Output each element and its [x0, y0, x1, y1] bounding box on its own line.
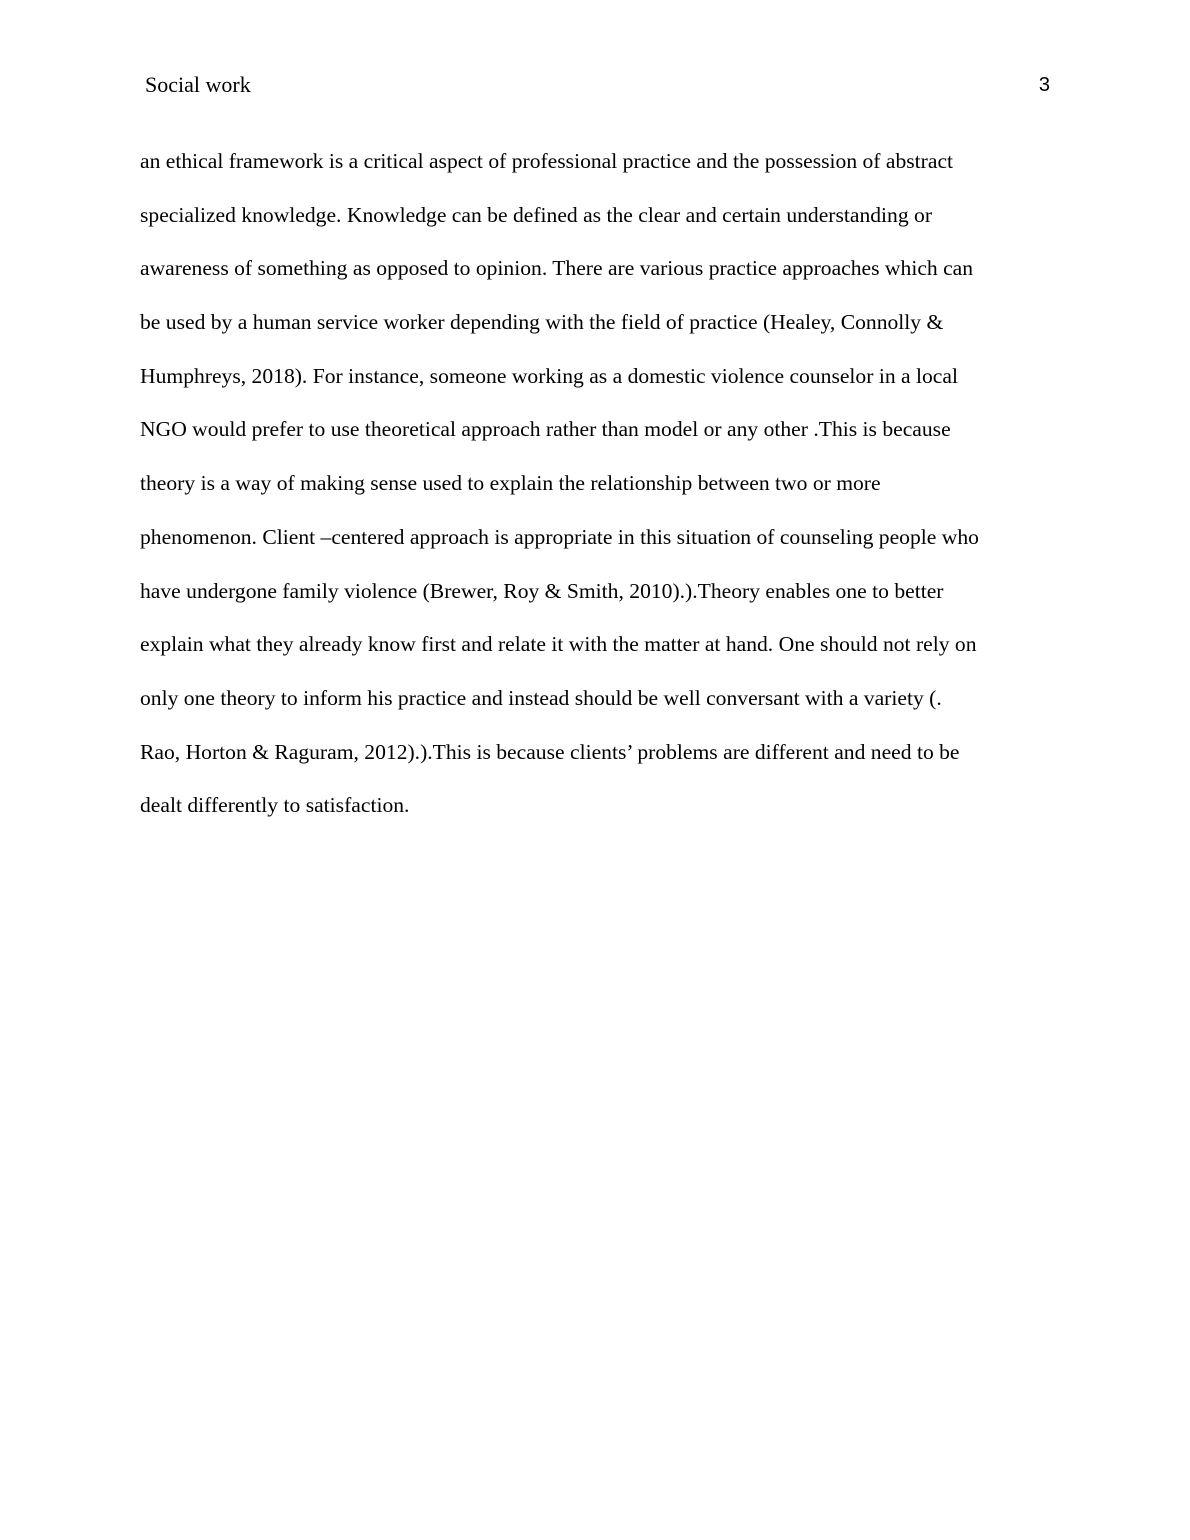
text-line: Humphreys, 2018). For instance, someone working as a domestic violence counselor in a local	[140, 363, 958, 388]
text-line: Rao, Horton & Raguram, 2012).).This is because clients’ problems are different and need to be	[140, 739, 960, 764]
text-line: dealt differently to satisfaction.	[140, 793, 410, 818]
body-paragraph	[140, 135, 1060, 833]
running-head: Social work	[145, 72, 251, 97]
text-line: NGO would prefer to use theoretical approach rather than model or any other .This is because	[140, 417, 951, 442]
text-line: be used by a human service worker depending with the field of practice (Healey, Connolly &	[140, 310, 944, 335]
text-line: specialized knowledge. Knowledge can be defined as the clear and certain understanding or	[140, 202, 933, 227]
text-line: phenomenon. Client –centered approach is appropriate in this situation of counseling people who	[140, 524, 979, 549]
page-number: 3	[1038, 74, 1050, 96]
text-line: only one theory to inform his practice and instead should be well conversant with a variety (.	[140, 685, 942, 710]
text-line: theory is a way of making sense used to explain the relationship between two or more	[140, 471, 881, 496]
text-line: an ethical framework is a critical aspect of professional practice and the possession of abstract	[140, 149, 954, 173]
text-line: awareness of something as opposed to opinion. There are various practice approaches which can	[140, 256, 974, 281]
text-line: have undergone family violence (Brewer, Roy & Smith, 2010).).Theory enables one to better	[140, 578, 944, 603]
text-line: explain what they already know first and relate it with the matter at hand. One should not rely on	[140, 632, 977, 657]
